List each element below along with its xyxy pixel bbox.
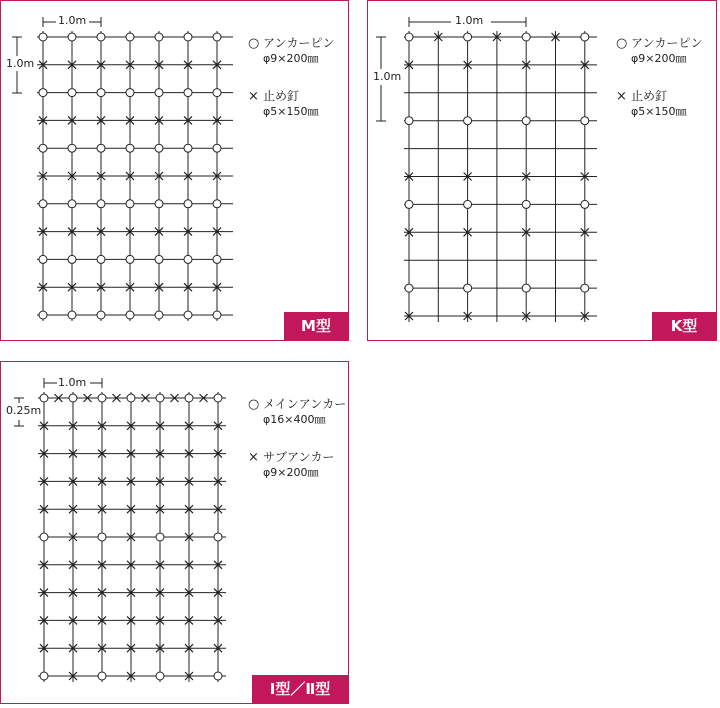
legend-name: 止め釘 [631, 89, 668, 103]
anchor-pin-marker [97, 255, 105, 263]
horizontal-spacing-label: 1.0m [58, 14, 87, 27]
anchor-pin-marker [68, 200, 76, 208]
anchor-pin-marker [155, 33, 163, 41]
anchor-pin-marker [405, 117, 413, 125]
anchor-pin-marker [69, 394, 77, 402]
anchor-pin-marker [155, 200, 163, 208]
anchor-pin-marker [126, 255, 134, 263]
legend-size: φ5×150㎜ [631, 105, 687, 118]
legend-name: アンカーピン [631, 36, 703, 50]
anchor-pin-marker [40, 533, 48, 541]
anchor-pin-marker [97, 200, 105, 208]
anchor-pin-marker [581, 200, 589, 208]
legend-i [248, 397, 346, 503]
anchor-pin-marker [213, 200, 221, 208]
anchor-pin-marker [184, 200, 192, 208]
anchor-pin-marker [126, 89, 134, 97]
anchor-pin-marker [581, 284, 589, 292]
vertical-spacing-label: 1.0m [6, 57, 35, 70]
vertical-spacing-label: 0.25m [6, 404, 42, 417]
anchor-pin-marker [40, 394, 48, 402]
legend-size: φ5×150㎜ [263, 105, 319, 118]
panel-i-ii-type [0, 361, 349, 704]
anchor-pin-marker [97, 144, 105, 152]
anchor-pin-marker [581, 33, 589, 41]
anchor-pin-marker [464, 117, 472, 125]
anchor-pin-marker [126, 144, 134, 152]
anchor-pin-marker [213, 311, 221, 319]
circle-icon: ○ [616, 36, 628, 51]
anchor-pin-marker [39, 144, 47, 152]
type-badge: K型 [652, 312, 716, 340]
anchor-pin-marker [127, 394, 135, 402]
anchor-pin-marker [156, 533, 164, 541]
legend-size: φ16×400㎜ [263, 413, 326, 426]
legend-m [248, 36, 335, 142]
circle-icon: ○ [248, 36, 260, 51]
anchor-pin-marker [213, 33, 221, 41]
anchor-pin-marker [68, 144, 76, 152]
panel-m-type [0, 0, 349, 341]
panel-k-type [367, 0, 717, 341]
anchor-pin-marker [126, 311, 134, 319]
anchor-pin-marker [155, 89, 163, 97]
anchor-pin-marker [185, 394, 193, 402]
anchor-pin-marker [68, 255, 76, 263]
anchor-pin-marker [213, 144, 221, 152]
anchor-pin-marker [98, 533, 106, 541]
legend-size: φ9×200㎜ [631, 52, 687, 65]
anchor-pin-marker [184, 255, 192, 263]
legend-name: アンカーピン [263, 36, 335, 50]
type-badge: Ⅰ型／Ⅱ型 [252, 675, 348, 703]
anchor-pin-marker [405, 284, 413, 292]
anchor-pin-marker [405, 33, 413, 41]
cross-icon: × [248, 450, 259, 465]
anchor-pin-marker [97, 33, 105, 41]
anchor-pin-marker [39, 89, 47, 97]
anchor-pin-marker [126, 200, 134, 208]
anchor-pin-marker [184, 311, 192, 319]
cross-icon: × [248, 89, 259, 104]
anchor-pin-marker [214, 394, 222, 402]
legend-item-anchor-pin [248, 36, 335, 66]
legend-item-anchor-pin [616, 36, 703, 66]
legend-name: 止め釘 [263, 89, 300, 103]
legend-item-sub-anchor [248, 450, 346, 480]
anchor-pin-marker [40, 672, 48, 680]
horizontal-spacing-label: 1.0m [58, 376, 87, 389]
legend-size: φ9×200㎜ [263, 52, 319, 65]
anchor-pin-marker [39, 33, 47, 41]
horizontal-spacing-label: 1.0m [455, 14, 484, 27]
anchor-pin-marker [213, 255, 221, 263]
anchor-pin-marker [522, 284, 530, 292]
cross-icon: × [616, 89, 627, 104]
anchor-pin-marker [39, 311, 47, 319]
anchor-pin-marker [156, 672, 164, 680]
legend-k [616, 36, 703, 142]
anchor-pin-marker [214, 672, 222, 680]
legend-name: サブアンカー [263, 450, 335, 464]
anchor-pin-marker [155, 311, 163, 319]
anchor-pin-marker [214, 533, 222, 541]
anchor-pin-marker [155, 144, 163, 152]
anchor-pin-marker [522, 200, 530, 208]
anchor-pin-marker [39, 255, 47, 263]
anchor-pin-marker [98, 394, 106, 402]
anchor-pin-marker [522, 33, 530, 41]
anchor-pin-marker [522, 117, 530, 125]
anchor-pin-marker [464, 200, 472, 208]
anchor-pin-marker [184, 144, 192, 152]
anchor-pin-marker [97, 89, 105, 97]
anchor-pin-marker [156, 394, 164, 402]
anchor-pin-marker [213, 89, 221, 97]
legend-name: メインアンカー [263, 397, 347, 411]
anchor-pin-marker [405, 200, 413, 208]
vertical-spacing-label: 1.0m [373, 70, 402, 83]
legend-item-stop-nail [248, 89, 335, 119]
anchor-pin-marker [68, 89, 76, 97]
anchor-pin-marker [581, 117, 589, 125]
type-badge: M型 [284, 312, 348, 340]
anchor-pin-marker [184, 89, 192, 97]
anchor-pin-marker [126, 33, 134, 41]
anchor-pin-marker [97, 311, 105, 319]
anchor-pin-marker [68, 33, 76, 41]
circle-icon: ○ [248, 397, 260, 412]
anchor-pin-marker [184, 33, 192, 41]
legend-size: φ9×200㎜ [263, 466, 319, 479]
anchor-pin-marker [464, 284, 472, 292]
anchor-pin-marker [464, 33, 472, 41]
anchor-pin-marker [39, 200, 47, 208]
anchor-pin-marker [155, 255, 163, 263]
anchor-pin-marker [98, 672, 106, 680]
legend-item-main-anchor [248, 397, 346, 427]
anchor-pin-marker [68, 311, 76, 319]
legend-item-stop-nail [616, 89, 703, 119]
